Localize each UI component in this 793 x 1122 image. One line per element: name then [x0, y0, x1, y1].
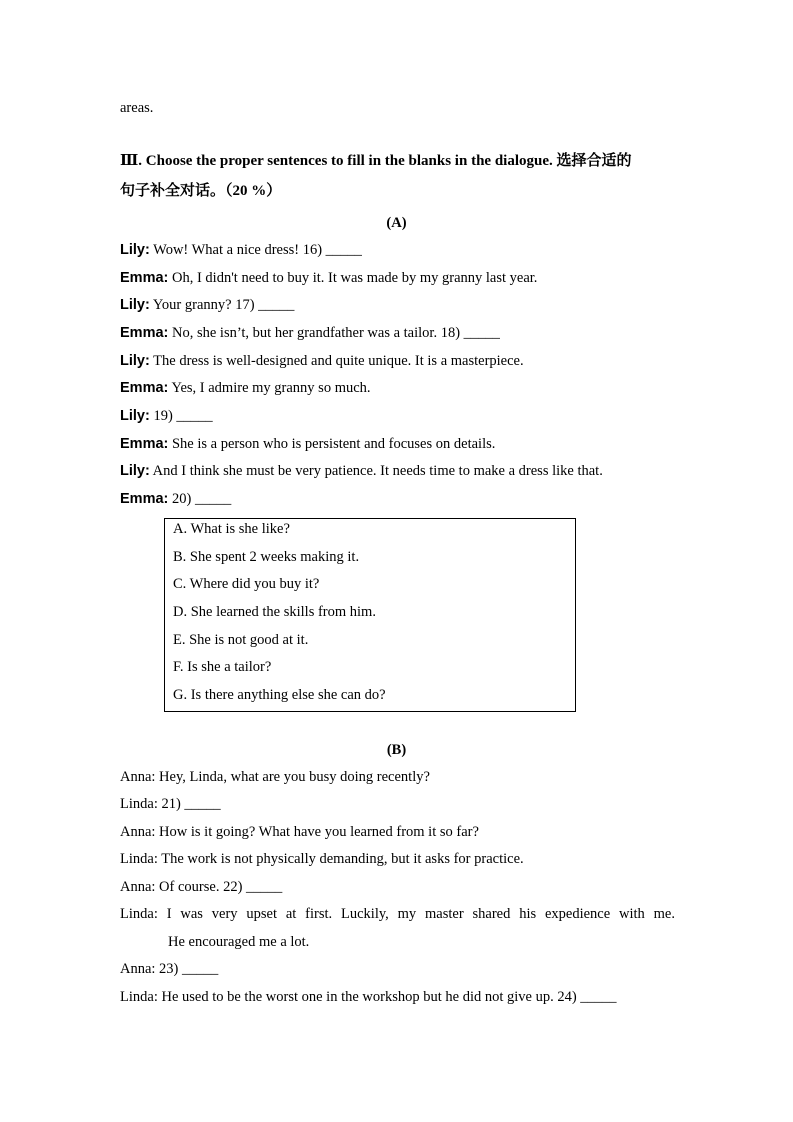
- section-title-line1: Ⅲ. Choose the proper sentences to fill in the blanks in the dialogue. 选择合适的: [120, 153, 632, 169]
- option-c: C. Where did you buy it?: [173, 576, 320, 592]
- dialogue-text: 20) _____: [168, 491, 232, 507]
- option-f: F. Is she a tailor?: [173, 659, 272, 675]
- speaker-name: Lily:: [120, 242, 150, 258]
- option-g: G. Is there anything else she can do?: [173, 687, 386, 703]
- dialogue-line: [120, 271, 537, 286]
- dialogue-line: Linda: The work is not physically demanding, but it asks for practice.: [120, 851, 524, 867]
- dialogue-line: [120, 381, 371, 396]
- speaker-name: Emma:: [120, 491, 169, 507]
- dialogue-text: Wow! What a nice dress! 16) _____: [149, 242, 362, 258]
- dialogue-line: Linda: He used to be the worst one in the workshop but he did not give up. 24) _____: [120, 989, 617, 1005]
- dialogue-text: Your granny? 17) _____: [149, 297, 295, 313]
- speaker-name: Emma:: [120, 325, 169, 341]
- dialogue-line-continuation: He encouraged me a lot.: [168, 934, 310, 950]
- speaker-name: Emma:: [120, 380, 169, 396]
- dialogue-line: [120, 326, 500, 341]
- dialogue-text: Yes, I admire my granny so much.: [168, 380, 371, 396]
- option-d: D. She learned the skills from him.: [173, 604, 376, 620]
- dialogue-text: No, she isn’t, but her grandfather was a tailor. 18) _____: [168, 325, 500, 341]
- dialogue-line: [120, 464, 603, 479]
- dialogue-line: [120, 492, 231, 507]
- continued-text-fragment: areas.: [120, 100, 154, 116]
- option-e: E. She is not good at it.: [173, 632, 309, 648]
- dialogue-text: 19) _____: [149, 408, 213, 424]
- dialogue-line: [120, 243, 362, 258]
- dialogue-line: Anna: How is it going? What have you learned from it so far?: [120, 824, 479, 840]
- dialogue-line: Linda: 21) _____: [120, 796, 221, 812]
- speaker-name: Lily:: [120, 463, 150, 479]
- option-a: A. What is she like?: [173, 521, 290, 537]
- speaker-name: Emma:: [120, 270, 169, 286]
- dialogue-line: [120, 354, 524, 369]
- dialogue-line: Anna: Of course. 22) _____: [120, 879, 283, 895]
- dialogue-text: And I think she must be very patience. It needs time to make a dress like that.: [149, 463, 603, 479]
- part-a-label: (A): [386, 215, 407, 231]
- dialogue-text: The dress is well-designed and quite unique. It is a masterpiece.: [149, 353, 524, 369]
- speaker-name: Emma:: [120, 436, 169, 452]
- dialogue-text: She is a person who is persistent and focuses on details.: [168, 436, 496, 452]
- option-b: B. She spent 2 weeks making it.: [173, 549, 360, 565]
- dialogue-line: [120, 437, 495, 452]
- dialogue-text: Oh, I didn't need to buy it. It was made by my granny last year.: [168, 270, 538, 286]
- dialogue-line: [120, 409, 213, 424]
- dialogue-line: Anna: 23) _____: [120, 961, 219, 977]
- speaker-name: Lily:: [120, 408, 150, 424]
- section-title-line2: 句子补全对话。（20 %）: [120, 183, 282, 199]
- dialogue-line: Anna: Hey, Linda, what are you busy doing recently?: [120, 769, 430, 785]
- part-b-label: (B): [386, 742, 407, 758]
- speaker-name: Lily:: [120, 353, 150, 369]
- answer-options-box: [164, 518, 576, 712]
- dialogue-line: [120, 298, 294, 313]
- dialogue-line: Linda: I was very upset at first. Luckily, my master shared his expedience with me.: [120, 906, 675, 922]
- speaker-name: Lily:: [120, 297, 150, 313]
